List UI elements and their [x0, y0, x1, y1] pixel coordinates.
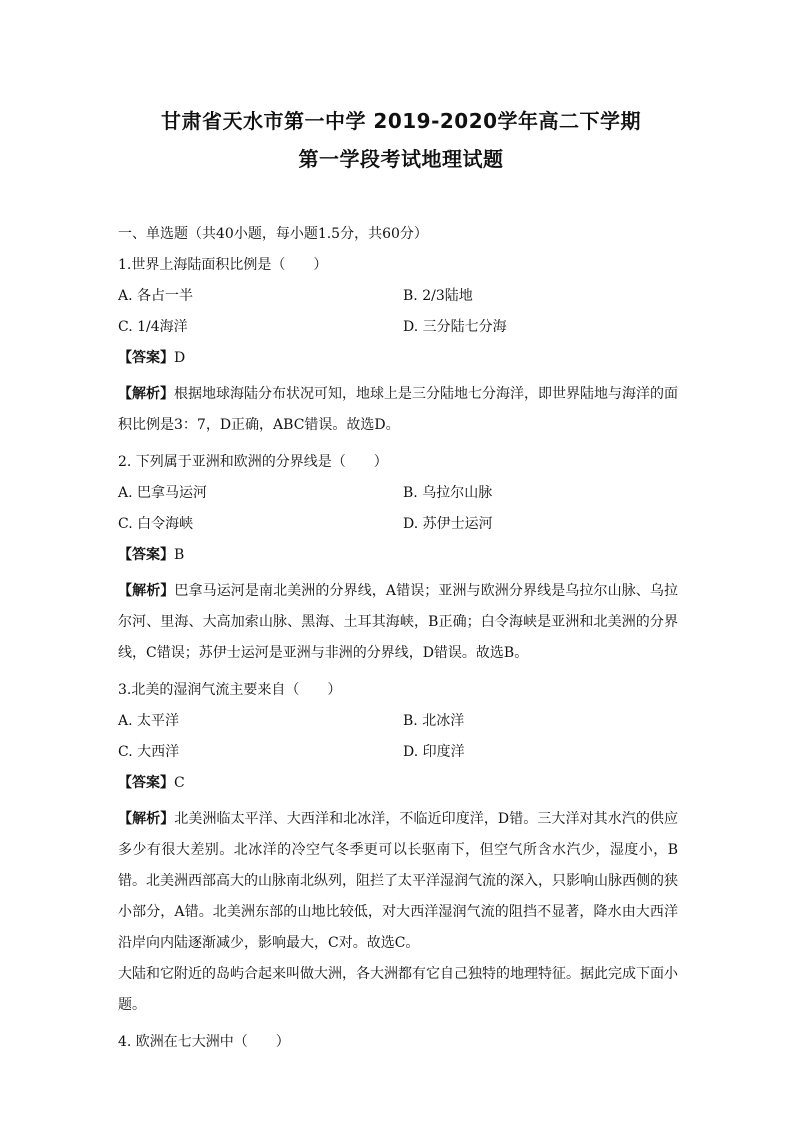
answer-tag: 【答案】 [118, 775, 174, 791]
question-2 [118, 452, 684, 669]
option-b: B. 2/3陆地 [403, 288, 473, 304]
answer-value: B [174, 547, 185, 563]
option-d: D. 印度洋 [403, 744, 465, 760]
option-b: B. 乌拉尔山脉 [403, 485, 493, 501]
answer-tag: 【答案】 [118, 350, 174, 366]
answer-value: C [174, 775, 185, 791]
title-line-2: 第一学段考试地理试题 [298, 147, 504, 171]
option-a: A. 太平洋 [118, 713, 180, 729]
option-c: C. 白令海峡 [118, 516, 194, 532]
question-stem: 1.世界上海陆面积比例是（ ） [118, 257, 328, 273]
question-3 [118, 680, 684, 959]
option-a: A. 各占一半 [118, 288, 194, 304]
answer-line [118, 545, 684, 565]
question-4-stem: 4. 欧洲在七大洲中（ ） [118, 1034, 290, 1050]
option-d: D. 三分陆七分海 [403, 319, 507, 335]
explanation-tag: 【解析】 [118, 386, 174, 402]
passage-intro: 大陆和它附近的岛屿合起来叫做大洲，各大洲都有它自己独特的地理特征。据此完成下面小题。 [118, 966, 678, 1013]
explanation-text: 北美洲临太平洋、大西洋和北冰洋，不临近印度洋，D错。三大洋对其水汽的供应多少有很大差别。北冰洋的冷空气冬季更可以长驱南下，但空气所含水汽少，湿度小，B错。北美洲西部高大的山脉南北纵列，阻拦了太平洋湿润气流的深入，只影响山脉西侧的狭小部分，A错。北美洲东部的山地比较低，对大西洋湿润气流的阻挡不显著，降水由大西洋沿岸向内陆逐渐减少，影响最大，C对。故选C。 [118, 811, 679, 951]
answer-value: D [174, 350, 186, 366]
document-title [118, 104, 684, 176]
explanation-tag: 【解析】 [118, 811, 175, 827]
section-heading: 一、单选题（共40小题，每小题1.5分，共60分） [118, 226, 428, 242]
explanation-text: 巴拿马运河是南北美洲的分界线，A错误；亚洲与欧洲分界线是乌拉尔山脉、乌拉尔河、里海、大高加索山脉、黑海、土耳其海峡，B正确；白令海峡是亚洲和北美洲的分界线，C错误；苏伊士运河是亚洲与非洲的分界线，D错误。故选B。 [118, 583, 679, 661]
question-1 [118, 255, 684, 441]
answer-line [118, 348, 684, 368]
answer-line [118, 773, 684, 793]
option-c: C. 1/4海洋 [118, 319, 188, 335]
option-b: B. 北冰洋 [403, 713, 465, 729]
explanation [118, 804, 678, 959]
question-options [118, 286, 684, 337]
answer-tag: 【答案】 [118, 547, 174, 563]
explanation-text: 根据地球海陆分布状况可知，地球上是三分陆地七分海洋，即世界陆地与海洋的面积比例是3：7，D正确，ABC错误。故选D。 [118, 386, 678, 433]
question-stem: 2. 下列属于亚洲和欧洲的分界线是（ ） [118, 454, 388, 470]
option-c: C. 大西洋 [118, 744, 180, 760]
question-stem: 3.北美的湿润气流主要来自（ ） [118, 682, 342, 698]
option-a: A. 巴拿马运河 [118, 485, 208, 501]
question-options [118, 711, 684, 762]
title-line-1: 甘肃省天水市第一中学 2019-2020学年高二下学期 [160, 109, 642, 133]
option-d: D. 苏伊士运河 [403, 516, 493, 532]
explanation [118, 576, 678, 669]
explanation [118, 379, 678, 441]
explanation-tag: 【解析】 [118, 583, 175, 599]
question-options [118, 483, 684, 534]
